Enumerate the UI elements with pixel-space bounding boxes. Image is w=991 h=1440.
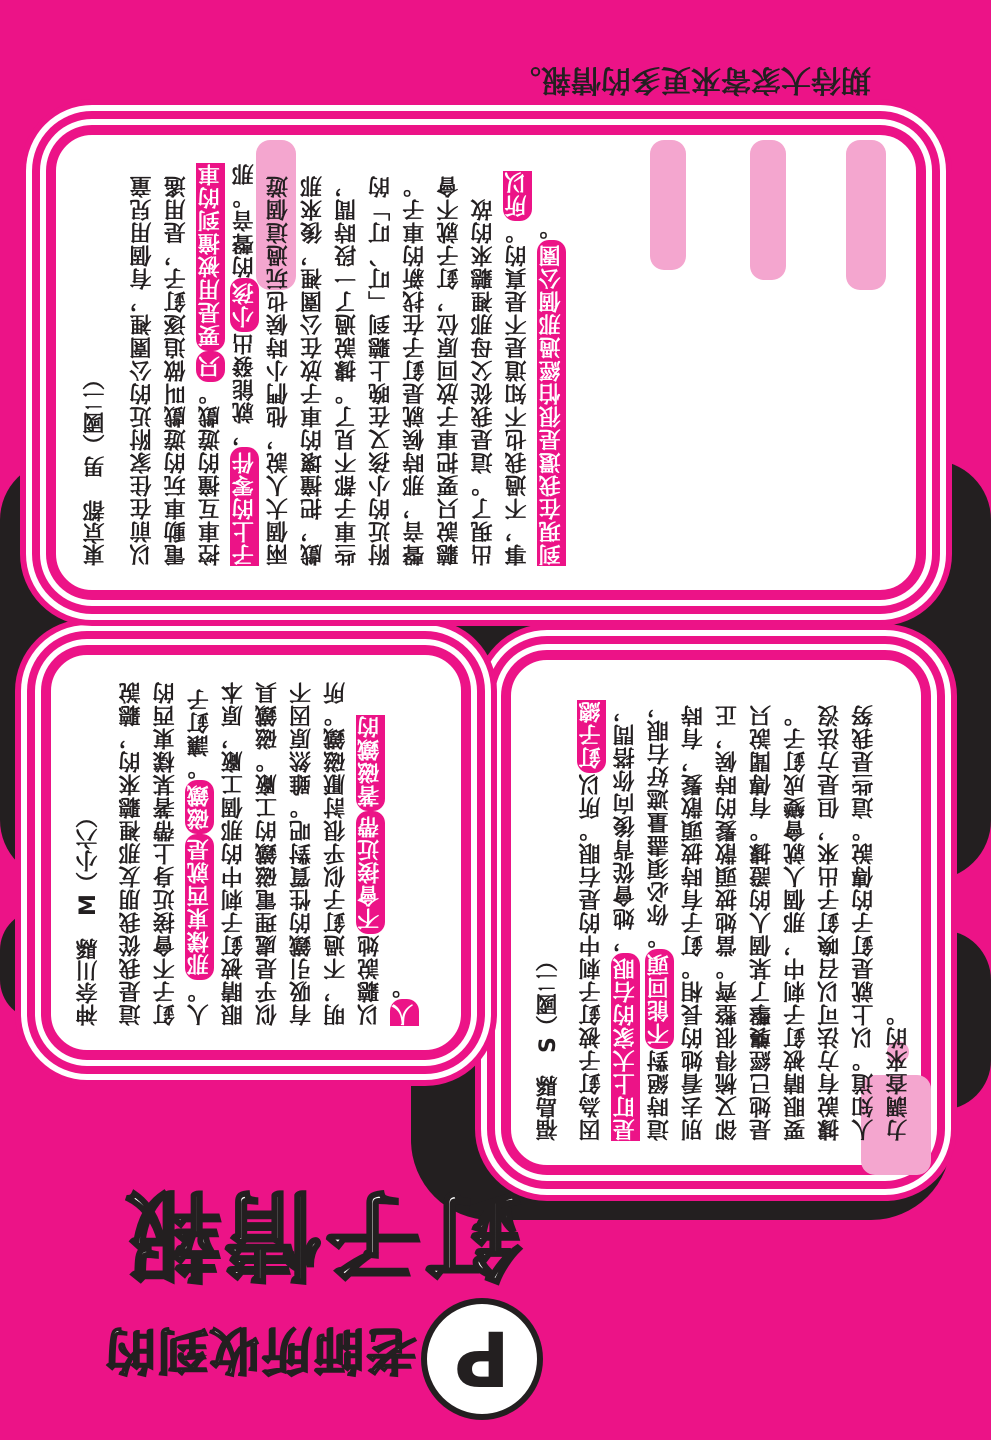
story-panel-left [501,650,931,1175]
footer-text: 期待大家寄來更多的情報。 [511,62,871,97]
highlight-phrase: 要是用被撞到的車子上的零件 [198,163,258,566]
series-badge: P [421,1298,543,1420]
story-text-segment: ，就能發出 [232,332,258,447]
story-text [575,683,911,1141]
story-text-segment: 的聲音。那兩個大人說，他們小時候也玩過這個遊戲，把撞壞的車子放在公園裡，後來那些車子都不見了。據說過了一段時間，附近的小孩又在晚上聽到「叮、叮」的聲音，那時候就是釘子在找新的車子。聽說只要把車子放回原位，釘子就不會出現了。這是我從父母那裡聽來的故事，不過我也不知道是不是真的。 [232,163,531,566]
highlight-phrase: 小孩 [230,278,259,332]
story-text [126,161,886,566]
story-text-segment: 。 [391,976,417,999]
highlight-phrase: 磁鐵 [185,780,214,834]
highlight-phrase: 那樣東西就是 [185,834,214,980]
story-panel-right [46,125,926,600]
highlight-phrase: 所以到現在我還是很怕經過那個公園 [505,171,565,566]
story-text-segment: 因為釘子被釘子刺中的是右眼。所以 [579,773,604,1141]
story-text-segment: ，她會從背後向你搭問，這時絕對 [613,700,673,1141]
story-byline: 神奈川縣 M（小六） [76,806,101,1026]
story-byline: 東京都 男（國二） [83,368,108,566]
highlight-phrase: 不會接近帶 [356,811,385,934]
highlight-phrase: 不能回頭 [645,949,674,1049]
page-title: 釘子情報 [121,1178,521,1290]
story-text-segment: 。 [539,217,565,240]
story-byline: 福島縣 S（國二） [536,949,561,1141]
highlight-phrase: 著磁鐵的人 [357,715,417,1026]
story-text-segment: 。讓釘子眼睛被釘子刺中的那個工廠，原本似乎是處理電磁鐵的工廠。磁鐵具有吸引鐵的性質對吧。雖然原因不明，不過釘子似乎很討厭磁鐵。所以聽說她 [187,681,383,1026]
story-text [115,678,445,1026]
title-subtitle: 老師所收到的 [104,1321,416,1379]
title-block [0,1178,991,1440]
story-text-segment: 這是我從我朋友那裡聽來的，聽說釘子不會接近身上帶著某樣東西的人。 [119,681,213,1026]
story-panel-middle [41,645,471,1060]
story-text-segment: 。你必須盡量遮好右眼，別去看她的長相。釘子有時披頭散髮，有時卻又梳得很整齊。當她披頭散髮的時候，正是她已經襲擊了某個人的證據。有傳聞說只要眼睛被釘子刺中，那個人就會變成釘子。據說有方法可以召喚釘子出來，但是方法沒人知道。以上就是釘子的傳說。這些是我努力調查來的。 [647,696,911,1141]
story-text-segment: 以前在住家附近的公園裡，有個用兒童電動車玩的遊戲叫做追逐釘子，是用遙控車互撞的遊戲。 [130,175,224,566]
highlight-phrase: 釘子總是盯上大家的右眼 [579,700,639,1141]
highlight-phrase: 只 [196,351,225,382]
